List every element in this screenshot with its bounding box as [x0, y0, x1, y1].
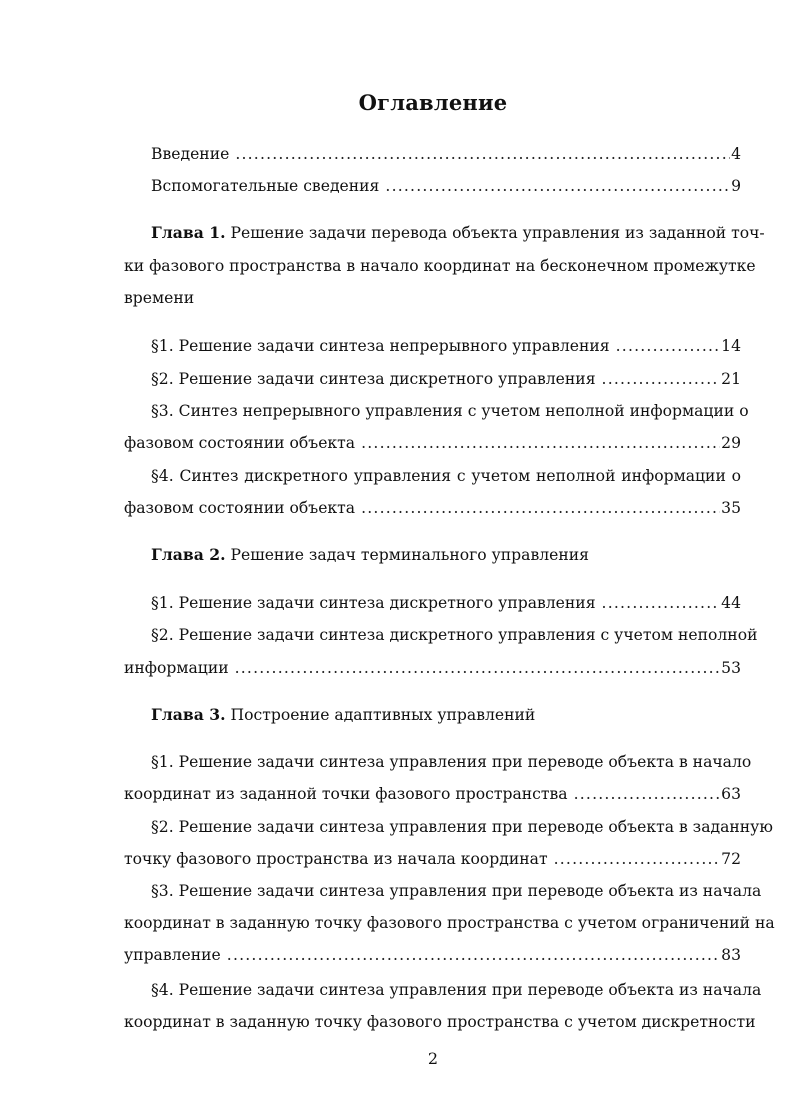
toc-entry-ch1-s1[interactable]: §1. Решение задачи синтеза непрерывного управления ..... 14	[151, 336, 741, 356]
dot-leader	[385, 176, 730, 196]
toc-page-number: 35	[721, 499, 741, 517]
chapter-1-title-line-1[interactable]: Глава 1. Решение задачи перевода объекта управления из заданной точ-	[151, 223, 765, 242]
chapter-3-title[interactable]: Глава 3. Построение адаптивных управлений	[151, 705, 536, 724]
chapter-1-label: Глава 1.	[151, 223, 226, 242]
toc-entry-background[interactable]	[151, 176, 741, 196]
dot-leader	[235, 658, 721, 678]
toc-entry-ch1-s4-line-2[interactable]: фазовом состоянии объекта ..... 35	[124, 498, 741, 518]
toc-page-number: 4	[731, 145, 741, 163]
toc-entry-ch3-s1-line-2[interactable]: координат из заданной точки фазового пространства ..... 63	[124, 784, 741, 804]
dot-leader	[235, 144, 730, 164]
toc-page-number: 14	[721, 337, 741, 355]
toc-entry-intro[interactable]	[151, 144, 741, 164]
chapter-2-title[interactable]: Глава 2. Решение задач терминального управления	[151, 545, 589, 564]
toc-entry-ch3-s4-line-2[interactable]: координат в заданную точку фазового пространства с учетом дискретности	[124, 1013, 756, 1031]
page-title: Оглавление	[358, 90, 508, 115]
toc-entry-text: Вспомогательные сведения	[151, 177, 380, 195]
chapter-1-title-line-2: ки фазового пространства в начало координат на бесконечном промежутке	[124, 257, 756, 275]
dot-leader	[616, 336, 721, 356]
toc-page-number: 83	[721, 946, 741, 964]
dot-leader	[574, 784, 721, 804]
toc-entry-ch1-s4-line-1[interactable]: §4. Синтез дискретного управления с учетом неполной информации о	[151, 467, 741, 485]
toc-entry-text: Введение	[151, 145, 230, 163]
dot-leader	[361, 498, 720, 518]
toc-entry-ch2-s1[interactable]: §1. Решение задачи синтеза дискретного управления ..... 44	[151, 593, 741, 613]
toc-entry-ch3-s2-line-2[interactable]: точку фазового пространства из начала координат ..... 72	[124, 849, 741, 869]
chapter-1-title-line-3: времени	[124, 289, 195, 307]
toc-page-number: 63	[721, 785, 741, 803]
dot-leader	[227, 945, 720, 965]
toc-entry-ch3-s3-line-1[interactable]: §3. Решение задачи синтеза управления при переводе объекта из начала	[151, 882, 762, 900]
toc-page-number: 44	[721, 594, 741, 612]
toc-entry-ch1-s3-line-1[interactable]: §3. Синтез непрерывного управления с учетом неполной информации о	[151, 402, 749, 420]
toc-entry-ch3-s1-line-1[interactable]: §1. Решение задачи синтеза управления при переводе объекта в начало	[151, 753, 752, 771]
dot-leader	[602, 593, 721, 613]
dot-leader	[554, 849, 721, 869]
toc-entry-ch3-s2-line-1[interactable]: §2. Решение задачи синтеза управления при переводе объекта в заданную	[151, 818, 773, 836]
toc-entry-ch1-s3-line-2[interactable]: фазовом состоянии объекта ..... 29	[124, 433, 741, 453]
page-number: 2	[427, 1049, 439, 1068]
toc-entry-ch1-s2[interactable]: §2. Решение задачи синтеза дискретного управления ..... 21	[151, 369, 741, 389]
chapter-3-label: Глава 3.	[151, 705, 226, 724]
chapter-2-label: Глава 2.	[151, 545, 226, 564]
toc-entry-ch3-s4-line-1[interactable]: §4. Решение задачи синтеза управления при переводе объекта из начала	[151, 981, 762, 999]
toc-page-number: 29	[721, 434, 741, 452]
toc-page-number: 9	[731, 177, 741, 195]
toc-entry-ch3-s3-line-2[interactable]: координат в заданную точку фазового пространства с учетом ограничений на	[124, 914, 775, 932]
toc-page-number: 21	[721, 370, 741, 388]
toc-entry-ch2-s2-line-1[interactable]: §2. Решение задачи синтеза дискретного управления с учетом неполной	[151, 626, 758, 644]
dot-leader	[602, 369, 721, 389]
toc-entry-ch3-s3-line-3[interactable]: управление ..... 83	[124, 945, 741, 965]
toc-page-number: 72	[721, 850, 741, 868]
dot-leader	[361, 433, 720, 453]
toc-entry-ch2-s2-line-2[interactable]: информации ..... 53	[124, 658, 741, 678]
toc-page-number: 53	[721, 659, 741, 677]
